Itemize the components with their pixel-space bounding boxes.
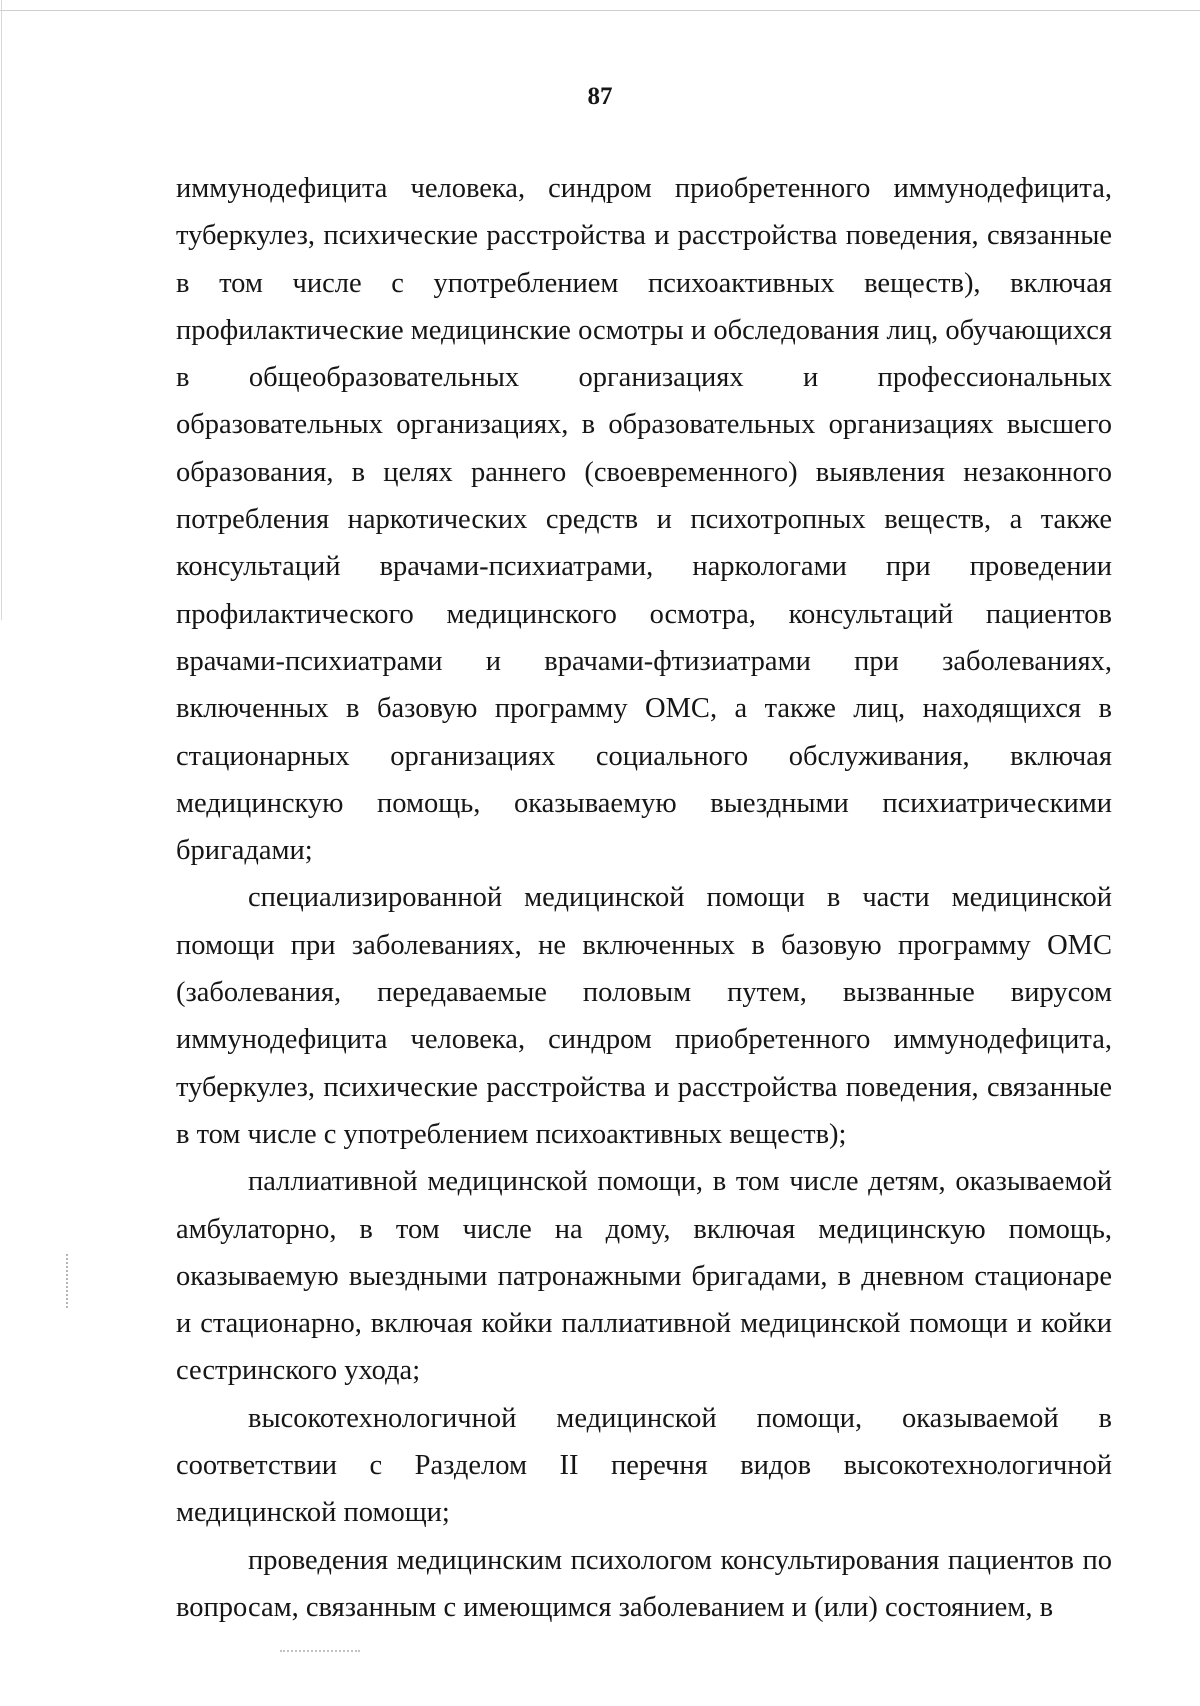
paragraph-2: специализированной медицинской помощи в части медицинской помощи при заболеваниях, не включенных в базовую программу ОМС (заболевания, передаваемые половым путем, вызванные вирусом иммунодефицита человека, синдром приобретенного иммунодефицита, туберкулез, психические расстройства и расстройства поведения, связанные в том числе с употреблением психоактивных веществ); (176, 882, 1112, 1150)
document-body (176, 165, 1112, 1631)
scan-top-edge (0, 10, 1200, 11)
paragraph-3: паллиативной медицинской помощи, в том числе детям, оказываемой амбулаторно, в том числе на дому, включая медицинскую помощь, оказываемую выездными патронажными бригадами, в дневном стационаре и стационарно, включая койки паллиативной медицинской помощи и койки сестринского ухода; (176, 1166, 1112, 1387)
page-number: 87 (587, 83, 613, 110)
scan-bottom-marks (280, 1650, 360, 1654)
paragraph-5: проведения медицинским психологом консультирования пациентов по вопросам, связанным с имеющимся заболеванием и (или) состоянием, в (176, 1544, 1112, 1623)
paragraph-1: иммунодефицита человека, синдром приобретенного иммунодефицита, туберкулез, психические расстройства и расстройства поведения, связанные в том числе с употреблением психоактивных веществ), включая профилактические медицинские осмотры и обследования лиц, обучающихся в общеобразовательных организациях и профессиональных образовательных организациях, в образовательных организациях высшего образования, в целях раннего (своевременного) выявления незаконного потребления наркотических средств и психотропных веществ, а также консультаций врачами-психиатрами, наркологами при проведении профилактического медицинского осмотра, консультаций пациентов врачами-психиатрами и врачами-фтизиатрами при заболеваниях, включенных в базовую программу ОМС, а также лиц, находящихся в стационарных организациях социального обслуживания, включая медицинскую помощь, оказываемую выездными психиатрическими бригадами; (176, 173, 1112, 867)
paragraph-4: высокотехнологичной медицинской помощи, оказываемой в соответствии с Разделом II перечня видов высокотехнологичной медицинской помощи; (176, 1402, 1112, 1529)
scan-specks (66, 1254, 72, 1308)
